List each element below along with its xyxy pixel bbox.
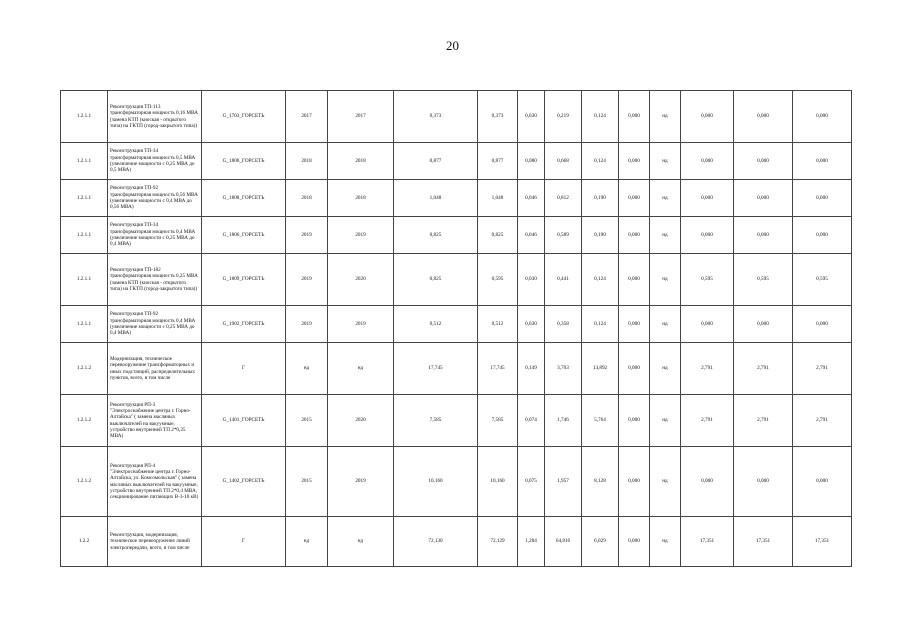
cell-v10: 0,000 [793,447,852,517]
cell-y1: 2017 [286,91,328,143]
cell-v10: 2,791 [793,395,852,447]
cell-v6: 0,000 [619,306,650,343]
table-row [61,517,852,567]
cell-code: 1.2.1.1 [61,254,108,306]
cell-v3: 0,075 [518,447,545,517]
cell-v9: 0,595 [734,254,793,306]
cell-y1: 2018 [286,180,328,217]
cell-v9: 0,000 [734,306,793,343]
cell-code: 1.2.1.1 [61,306,108,343]
cell-y2: 2019 [328,217,394,254]
cell-y2: 2018 [328,180,394,217]
cell-v10: 17,351 [793,517,852,567]
cell-y1: нд [286,343,328,395]
cell-y2: нд [328,517,394,567]
cell-v6: 0,000 [619,517,650,567]
cell-desc: Реконструкция ТП-34 трансформаторная мощность 0,4 МВА (увеличение мощности с 0,25 МВА до 0,4 МВА) [108,217,202,254]
cell-y2: 2019 [328,447,394,517]
cell-v7: нд [650,143,681,180]
table-row [61,395,852,447]
cell-v2: 0,512 [478,306,518,343]
table-row [61,143,852,180]
cell-id: G_1902_ГОРСЕТЬ [202,306,286,343]
cell-v5: 0,190 [582,180,619,217]
cell-v3: 0,149 [518,343,545,395]
cell-v4: 0,812 [545,180,582,217]
cell-code: 1.2.1.1 [61,91,108,143]
cell-y2: 2020 [328,254,394,306]
page-number: 20 [446,38,459,53]
cell-v1: 10,160 [394,447,478,517]
table-row [61,91,852,143]
cell-id: Г [202,343,286,395]
cell-v9: 0,000 [734,447,793,517]
cell-v10: 0,595 [793,254,852,306]
data-table [60,90,852,567]
cell-v6: 0,000 [619,343,650,395]
cell-v1: 1,048 [394,180,478,217]
cell-v4: 0,589 [545,217,582,254]
cell-v9: 0,000 [734,143,793,180]
cell-v9: 0,000 [734,91,793,143]
cell-id: G_1809_ГОРСЕТЬ [202,254,286,306]
cell-v8: 0,000 [681,306,734,343]
cell-v6: 0,000 [619,254,650,306]
table-row [61,180,852,217]
cell-v3: 0,030 [518,306,545,343]
cell-v6: 0,000 [619,395,650,447]
cell-v8: 0,000 [681,217,734,254]
cell-v1: 17,745 [394,343,478,395]
cell-v8: 0,595 [681,254,734,306]
cell-code: 1.2.1.1 [61,180,108,217]
cell-v7: нд [650,447,681,517]
cell-y2: 2018 [328,143,394,180]
cell-v2: 0,595 [478,254,518,306]
cell-y2: нд [328,343,394,395]
cell-y2: 2020 [328,395,394,447]
cell-v4: 64,816 [545,517,582,567]
cell-v6: 0,000 [619,143,650,180]
table-row [61,447,852,517]
cell-code: 1.2.1.2 [61,395,108,447]
cell-code: 1.2.1.2 [61,447,108,517]
cell-code: 1.2.2 [61,517,108,567]
cell-y1: нд [286,517,328,567]
cell-v3: 0,030 [518,91,545,143]
cell-v8: 0,000 [681,143,734,180]
cell-v6: 0,000 [619,91,650,143]
cell-y1: 2019 [286,254,328,306]
cell-desc: Реконструкция ТП-92 трансформаторная мощность 0,56 МВА (увеличение мощности с 0,4 МВА до 0,56 МВА) [108,180,202,217]
cell-y2: 2019 [328,306,394,343]
cell-v1: 0,373 [394,91,478,143]
cell-v7: нд [650,217,681,254]
cell-v9: 0,000 [734,180,793,217]
cell-v2: 17,745 [478,343,518,395]
cell-desc: Реконструкция РП-3 "Электроснабжение центра г. Горно-Алтайска" ( замена масляных выключателей на вакуумные, устройство внутренней ТП 2*0,25 МВА) [108,395,202,447]
cell-v1: 0,825 [394,217,478,254]
table-row [61,254,852,306]
cell-v5: 5,764 [582,395,619,447]
cell-id: G_1808_ГОРСЕТЬ [202,180,286,217]
cell-v7: нд [650,91,681,143]
cell-desc: Реконструкция РП-4 "Электроснабжение центра г. Горно-Алтайска, ул. Комсомольская" ( замена масляных выключателей на вакуумные, устройство внутренней ТП 2*0,4 МВА, секционирование питающих В-3-10 кВ) [108,447,202,517]
cell-y1: 2019 [286,306,328,343]
cell-v5: 0,124 [582,91,619,143]
cell-v2: 0,877 [478,143,518,180]
cell-id: G_1703_ГОРСЕТЬ [202,91,286,143]
cell-v10: 0,000 [793,217,852,254]
table-row [61,343,852,395]
cell-v3: 0,080 [518,143,545,180]
cell-v6: 0,000 [619,447,650,517]
cell-y1: 2015 [286,447,328,517]
cell-id: G_1401_ГОРСЕТЬ [202,395,286,447]
cell-v5: 8,128 [582,447,619,517]
cell-v1: 72,130 [394,517,478,567]
cell-v7: нд [650,395,681,447]
cell-code: 1.2.1.1 [61,143,108,180]
cell-id: G_1806_ГОРСЕТЬ [202,217,286,254]
cell-v5: 13,892 [582,343,619,395]
cell-v3: 0,030 [518,254,545,306]
cell-v10: 0,000 [793,180,852,217]
cell-v2: 10,160 [478,447,518,517]
cell-v4: 0,219 [545,91,582,143]
cell-v8: 0,000 [681,447,734,517]
cell-v3: 0,046 [518,217,545,254]
cell-v10: 0,000 [793,306,852,343]
cell-v8: 0,000 [681,91,734,143]
cell-v5: 0,190 [582,217,619,254]
cell-v5: 0,124 [582,306,619,343]
cell-code: 1.2.1.1 [61,217,108,254]
cell-v9: 2,791 [734,395,793,447]
cell-v1: 0,512 [394,306,478,343]
cell-desc: Реконструкция ТП-113 трансформаторная мощность 0,16 МВА (замена КТП (киоская - открытого типа) на ГКТП (город-закрытого типа)) [108,91,202,143]
cell-v2: 7,585 [478,395,518,447]
cell-v1: 0,877 [394,143,478,180]
cell-y2: 2017 [328,91,394,143]
cell-v4: 0,358 [545,306,582,343]
cell-v4: 3,703 [545,343,582,395]
cell-v1: 7,585 [394,395,478,447]
cell-desc: Модернизация, техническое перевооружение трансформаторных и иных подстанций, распределительных пунктов, всего, в том числе [108,343,202,395]
cell-id: G_1806_ГОРСЕТЬ [202,143,286,180]
cell-v7: нд [650,180,681,217]
cell-desc: Реконструкция ТП-34 трансформаторная мощность 0,5 МВА (увеличение мощности с 0,25 МВА до 0,5 МВА) [108,143,202,180]
cell-v5: 0,124 [582,254,619,306]
table-row [61,306,852,343]
cell-v9: 17,351 [734,517,793,567]
cell-v10: 0,000 [793,91,852,143]
cell-v5: 0,124 [582,143,619,180]
cell-v4: 1,957 [545,447,582,517]
cell-y1: 2015 [286,395,328,447]
cell-v8: 0,000 [681,180,734,217]
cell-desc: Реконструкция ТП-182 трансформаторная мощность 0,25 МВА (замена КТП (киоская - открытого типа) на ГКТП (город-закрытого типа)) [108,254,202,306]
cell-v4: 0,441 [545,254,582,306]
cell-v3: 1,284 [518,517,545,567]
cell-v8: 2,791 [681,343,734,395]
cell-v10: 0,000 [793,143,852,180]
cell-v10: 2,791 [793,343,852,395]
cell-v7: нд [650,306,681,343]
cell-v3: 0,046 [518,180,545,217]
cell-v9: 0,000 [734,217,793,254]
cell-v2: 1,048 [478,180,518,217]
cell-code: 1.2.1.2 [61,343,108,395]
cell-v8: 17,351 [681,517,734,567]
cell-v8: 2,791 [681,395,734,447]
table-row [61,217,852,254]
cell-y1: 2019 [286,217,328,254]
cell-v5: 6,029 [582,517,619,567]
cell-v7: нд [650,343,681,395]
cell-v2: 0,825 [478,217,518,254]
cell-v7: нд [650,517,681,567]
cell-v1: 0,825 [394,254,478,306]
cell-v2: 0,373 [478,91,518,143]
cell-v4: 0,668 [545,143,582,180]
cell-v6: 0,000 [619,180,650,217]
cell-v7: нд [650,254,681,306]
cell-desc: Реконструкция ТП-92 трансформаторная мощность 0,4 МВА (увеличение мощности с 0,25 МВА до 0,4 МВА) [108,306,202,343]
cell-id: Г [202,517,286,567]
cell-y1: 2018 [286,143,328,180]
cell-v4: 1,746 [545,395,582,447]
cell-desc: Реконструкция, модернизация, техническое перевооружение линий электропередачи, всего, в том числе [108,517,202,567]
cell-id: G_1402_ГОРСЕТЬ [202,447,286,517]
cell-v9: 2,791 [734,343,793,395]
cell-v3: 0,074 [518,395,545,447]
cell-v2: 72,129 [478,517,518,567]
cell-v6: 0,000 [619,217,650,254]
